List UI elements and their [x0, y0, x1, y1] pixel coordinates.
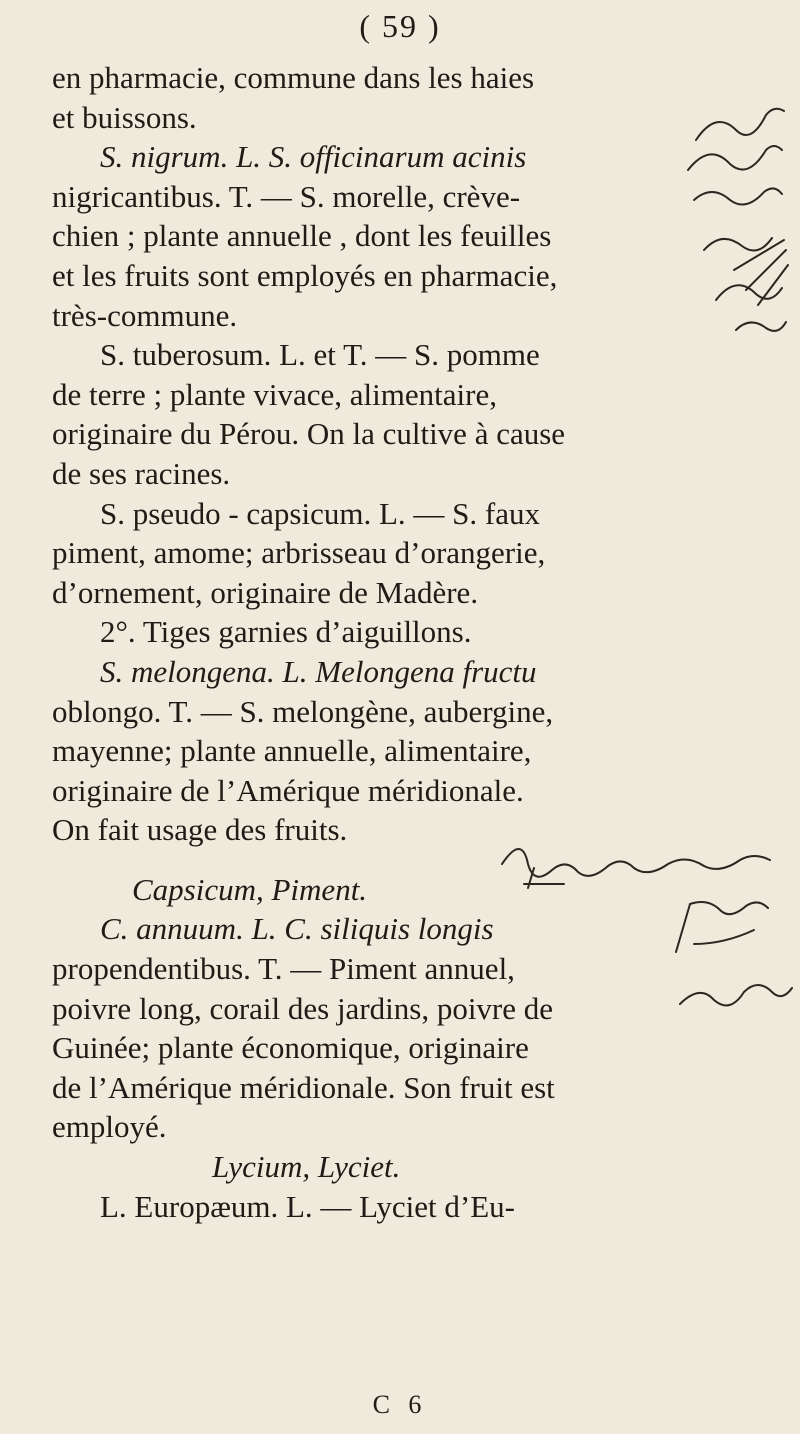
text-line: 2°. Tiges garnies d’aiguillons.: [100, 614, 472, 650]
text-line: d’ornement, originaire de Madère.: [52, 574, 479, 610]
text-line: S. nigrum. L. S. officinarum acinis: [100, 139, 527, 175]
text-line: piment, amome; arbrisseau d’orangerie,: [52, 535, 546, 571]
handwritten-margin-note: [676, 100, 796, 360]
text-line: originaire de l’Amérique méridionale.: [52, 772, 524, 808]
text-line: Guinée; plante économique, originaire: [52, 1030, 529, 1066]
text-line: S. pseudo - capsicum. L. — S. faux: [100, 495, 540, 531]
text-line: poivre long, corail des jardins, poivre de: [52, 990, 554, 1026]
text-line: chien ; plante annuelle , dont les feuilles: [52, 218, 552, 254]
genus-heading: Capsicum, Piment.: [132, 871, 368, 907]
body-text: [52, 58, 672, 1226]
text-line: de terre ; plante vivace, alimentaire,: [52, 376, 497, 412]
text-line: S. tuberosum. L. et T. — S. pomme: [100, 337, 540, 373]
text-line: de ses racines.: [52, 455, 231, 491]
text-line: L. Europæum. L. — Lyciet d’Eu-: [100, 1188, 515, 1224]
page-number: ( 59 ): [359, 8, 441, 44]
text-line: et les fruits sont employés en pharmacie,: [52, 257, 558, 293]
text-line: en pharmacie, commune dans les haies: [52, 60, 535, 95]
text-line: très-commune.: [52, 297, 238, 333]
text-line: propendentibus. T. — Piment annuel,: [52, 951, 515, 987]
text-line: On fait usage des fruits.: [52, 812, 348, 848]
text-line: employé.: [52, 1109, 167, 1145]
text-line: et buissons.: [52, 99, 197, 135]
text-line: originaire du Pérou. On la cultive à cause: [52, 416, 566, 452]
text-line: mayenne; plante annuelle, alimentaire,: [52, 733, 532, 769]
signature-mark: C 6: [372, 1390, 428, 1419]
text-line: de l’Amérique méridionale. Son fruit est: [52, 1069, 555, 1105]
text-line: C. annuum. L. C. siliquis longis: [100, 911, 494, 947]
handwritten-margin-note: [676, 974, 796, 1014]
text-line: nigricantibus. T. — S. morelle, crève-: [52, 178, 521, 214]
handwritten-margin-note: [494, 834, 794, 954]
text-line: oblongo. T. — S. melongène, aubergine,: [52, 693, 554, 729]
text-line: S. melongena. L. Melongena fructu: [100, 653, 537, 689]
genus-heading: Lycium, Lyciet.: [212, 1149, 401, 1185]
